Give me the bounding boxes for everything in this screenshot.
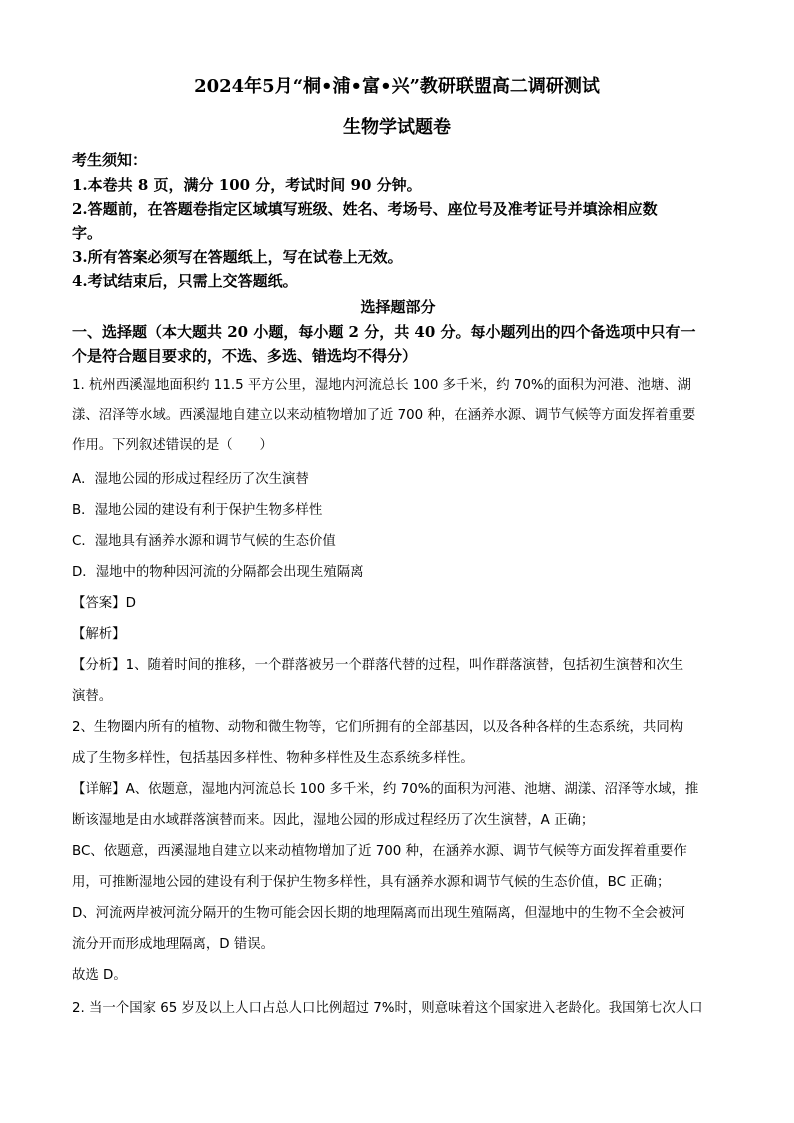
xiangjie-text: 流分开而形成地理隔离，D 错误。 [72, 937, 275, 952]
xiangjie-text: D、河流两岸被河流分隔开的生物可能会因长期的地理隔离而出现生殖隔离，但湿地中的生物不全会被河 [72, 906, 685, 921]
xiangjie-text: A、依题意，湿地内河流总长 100 多千米，约 70%的面积为河港、池塘、湖漾、沼泽等水域，推 [125, 782, 699, 797]
fenxi-text: 1、随着时间的推移，一个群落被另一个群落代替的过程，叫作群落演替，包括初生演替和次生 [125, 658, 684, 673]
option-d: D．湿地中的物种因河流的分隔都会出现生殖隔离 [72, 565, 364, 580]
section-intro: 个是符合题目要求的，不选、多选、错选均不得分） [72, 347, 418, 365]
notice-item: 字。 [72, 224, 103, 242]
fenxi-text: 2、生物圈内所有的植物、动物和微生物等，它们所拥有的全部基因，以及各种各样的生态系统，共同构 [72, 720, 684, 735]
fenxi-text: 成了生物多样性，包括基因多样性、物种多样性及生态系统多样性。 [72, 751, 474, 766]
question-stem: 漾、沼泽等水域。西溪湿地自建立以来动植物增加了近 700 种，在涵养水源、调节气候等方面发挥着重要 [72, 408, 696, 423]
fenxi-line [72, 654, 724, 673]
section-intro: 一、选择题（本大题共 20 小题，每小题 2 分，共 40 分。每小题列出的四个备选项中只有一 [72, 323, 696, 341]
option-a: A．湿地公园的形成过程经历了次生演替 [72, 472, 309, 487]
question-stem: 1. 杭州西溪湿地面积约 11.5 平方公里，湿地内河流总长 100 多千米，约 70%的面积为河港、池塘、湖 [72, 378, 691, 393]
xiangjie-text: 断该湿地是由水域群落演替而来。因此，湿地公园的形成过程经历了次生演替，A 正确； [72, 813, 595, 828]
notice-heading: 考生须知： [72, 151, 148, 169]
xiangjie-text: 故选 D。 [72, 968, 127, 983]
section-title: 选择题部分 [360, 298, 436, 316]
answer-label: 【答案】 [72, 596, 126, 611]
answer-line [72, 592, 724, 611]
option-b: B．湿地公园的建设有利于保护生物多样性 [72, 503, 323, 518]
answer-value: D [125, 596, 136, 611]
xiangjie-text: BC、依题意，西溪湿地自建立以来动植物增加了近 700 种，在涵养水源、调节气候等方面发挥着重要作 [72, 844, 687, 859]
notice-item: 2.答题前，在答题卷指定区域填写班级、姓名、考场号、座位号及准考证号并填涂相应数 [72, 200, 658, 218]
xiangjie-line [72, 778, 724, 797]
question-2-stem: 2. 当一个国家 65 岁及以上人口占总人口比例超过 7%时，则意味着这个国家进入老龄化。我国第七次人口 [72, 1001, 703, 1016]
page-subtitle: 生物学试题卷 [343, 117, 451, 138]
xiangjie-label: 【详解】 [72, 782, 126, 797]
option-c: C．湿地具有涵养水源和调节气候的生态价值 [72, 534, 336, 549]
fenxi-text: 演替。 [72, 689, 113, 704]
notice-item: 3.所有答案必须写在答题纸上，写在试卷上无效。 [72, 248, 403, 266]
notice-item: 4.考试结束后，只需上交答题纸。 [72, 272, 298, 290]
fenxi-label: 【分析】 [72, 658, 126, 673]
page-title: 2024年5月“桐•浦•富•兴”教研联盟高二调研测试 [194, 76, 600, 97]
analysis-label: 【解析】 [72, 627, 126, 642]
notice-item: 1.本卷共 8 页，满分 100 分，考试时间 90 分钟。 [72, 176, 422, 194]
question-stem: 作用。下列叙述错误的是（ ） [72, 438, 273, 453]
xiangjie-text: 用，可推断湿地公园的建设有利于保护生物多样性，具有涵养水源和调节气候的生态价值，BC 正确； [72, 875, 671, 890]
